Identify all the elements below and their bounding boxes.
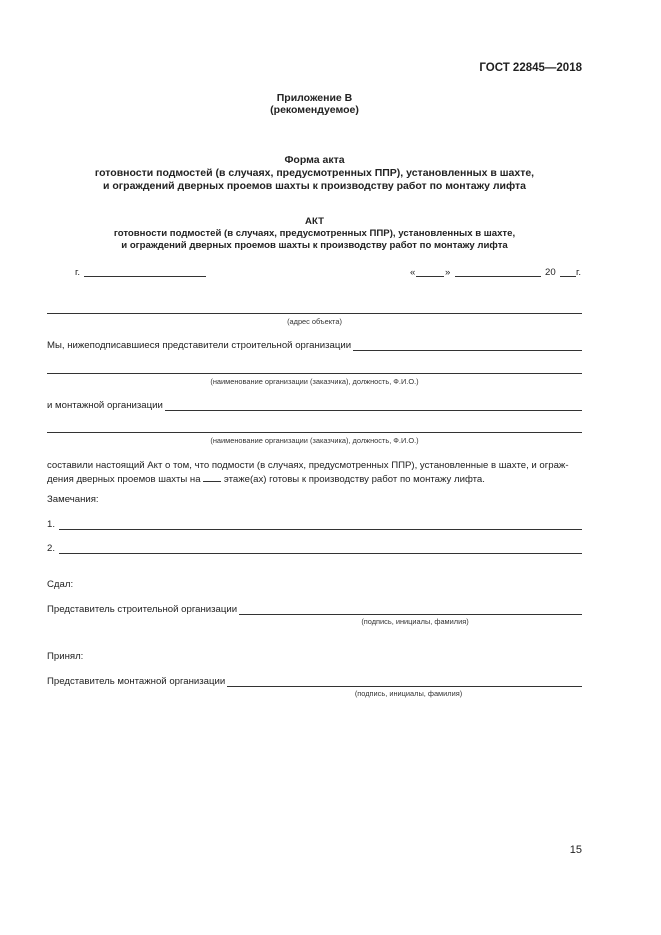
city-prefix: г. xyxy=(75,267,80,278)
remark-row-2 xyxy=(47,542,582,554)
org-customer-caption-2: (наименование организации (заказчика), должность, Ф.И.О.) xyxy=(210,436,419,445)
act-title-line2: готовности подмостей (в случаях, предусмотренных ППР), установленных в шахте, xyxy=(113,228,516,239)
remark-item-1-label: 1. xyxy=(47,519,56,530)
appendix-subtitle: (рекомендуемое) xyxy=(270,104,359,116)
construction-org-field[interactable] xyxy=(353,340,582,351)
year-field[interactable] xyxy=(560,276,576,277)
act-title-line1: АКТ xyxy=(305,216,324,227)
remark-item-2-label: 2. xyxy=(47,543,56,554)
address-caption: (адрес объекта) xyxy=(287,317,342,326)
day-field[interactable] xyxy=(416,276,444,277)
statement-line2 xyxy=(47,472,485,486)
handed-rep-row xyxy=(47,603,582,615)
statement-line2-b: этаже(ах) готовы к производству работ по монтажу лифта. xyxy=(223,474,485,485)
quote-close: » xyxy=(445,267,451,278)
remark-row-1 xyxy=(47,518,582,530)
statement-line2-a: дения дверных проемов шахты на xyxy=(47,474,201,485)
accepted-rep-label: Представитель монтажной организации xyxy=(47,676,226,687)
accepted-label: Принял: xyxy=(47,651,84,662)
month-field[interactable] xyxy=(455,276,541,277)
statement-line1: составили настоящий Акт о том, что подмости (в случаях, предусмотренных ППР), установленные в шахте, и ограж- xyxy=(47,460,569,471)
and-mounting-label: и монтажной организации xyxy=(47,400,163,411)
handed-rep-label: Представитель строительной организации xyxy=(47,604,238,615)
standard-code: ГОСТ 22845—2018 xyxy=(479,62,582,74)
address-field[interactable] xyxy=(47,313,582,314)
org-customer-caption-1: (наименование организации (заказчика), должность, Ф.И.О.) xyxy=(210,377,419,386)
we-signed-label: Мы, нижеподписавшиеся представители строительной организации xyxy=(47,340,352,351)
remark-field-1[interactable] xyxy=(59,519,582,530)
form-title-line2: готовности подмостей (в случаях, предусмотренных ППР), установленных в шахте, xyxy=(94,167,535,179)
signature-caption-1: (подпись, инициалы, фамилия) xyxy=(361,617,469,626)
quote-open: « xyxy=(410,267,416,278)
handed-label: Сдал: xyxy=(47,579,74,590)
page-number: 15 xyxy=(569,844,582,856)
remark-field-2[interactable] xyxy=(59,543,582,554)
year-suffix: г. xyxy=(576,267,581,278)
year-prefix: 20 xyxy=(545,267,556,278)
floor-field[interactable] xyxy=(203,472,221,482)
construction-org-field-2[interactable] xyxy=(47,373,582,374)
construction-org-row xyxy=(47,339,582,351)
appendix-title: Приложение В xyxy=(276,92,353,104)
mounting-org-field-2[interactable] xyxy=(47,432,582,433)
form-title-line3: и ограждений дверных проемов шахты к производству работ по монтажу лифта xyxy=(103,180,526,192)
remarks-label: Замечания: xyxy=(47,494,99,505)
signature-caption-2: (подпись, инициалы, фамилия) xyxy=(354,689,463,698)
act-title-line3: и ограждений дверных проемов шахты к производству работ по монтажу лифта xyxy=(121,240,508,251)
accepted-rep-row xyxy=(47,675,582,687)
accepted-signature-field[interactable] xyxy=(227,676,582,687)
mounting-org-row xyxy=(47,399,582,411)
city-field[interactable] xyxy=(84,276,206,277)
mounting-org-field[interactable] xyxy=(165,400,582,411)
handed-signature-field[interactable] xyxy=(239,604,582,615)
form-title-line1: Форма акта xyxy=(284,154,345,166)
